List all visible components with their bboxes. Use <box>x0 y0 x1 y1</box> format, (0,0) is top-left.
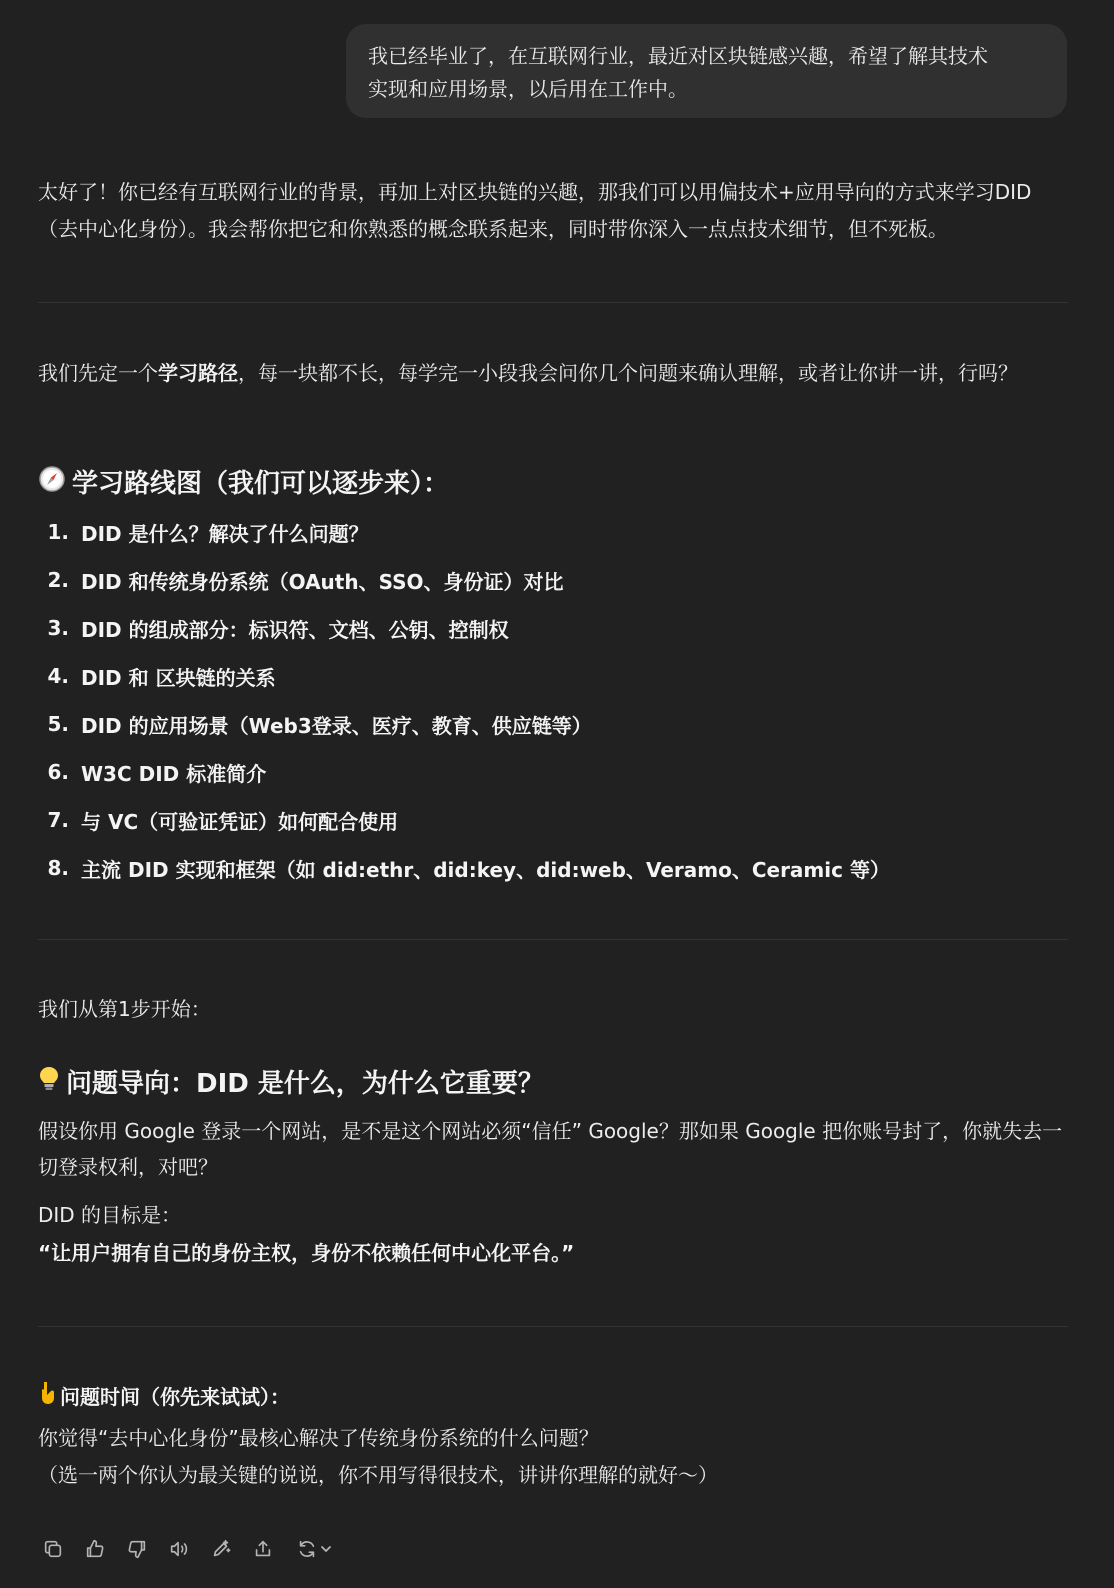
regenerate-button[interactable] <box>290 1534 338 1564</box>
compass-icon <box>38 465 66 502</box>
roadmap-item-number: 8. <box>47 856 69 880</box>
roadmap-heading <box>38 465 1068 502</box>
assistant-intro: 太好了！你已经有互联网行业的背景，再加上对区块链的兴趣，那我们可以用偏技术+应用导向的方式来学习DID（去中心化身份）。我会帮你把它和你熟悉的概念联系起来，同时带你深入一点点技术细节，但不死板。 <box>38 180 1032 241</box>
quiz-hint: （选一两个你认为最关键的说说，你不用写得很技术，讲讲你理解的就好～） <box>38 1463 718 1487</box>
chevron-down-icon <box>320 1543 332 1555</box>
roadmap-item <box>38 604 1068 652</box>
goal-quote: “让用户拥有自己的身份主权，身份不依赖任何中心化平台。” <box>38 1241 575 1265</box>
divider <box>38 302 1068 303</box>
roadmap-item-text: DID 的组成部分：标识符、文档、公钥、控制权 <box>81 617 509 642</box>
lightbulb-icon <box>38 1065 60 1102</box>
roadmap-item-number: 3. <box>47 616 69 640</box>
thumbs-up-icon <box>84 1538 106 1560</box>
regenerate-icon <box>296 1538 318 1560</box>
divider <box>38 939 1068 940</box>
roadmap-item <box>38 652 1068 700</box>
quiz-heading-text: 问题时间（你先来试试）： <box>60 1385 290 1409</box>
roadmap-item-text: DID 的应用场景（Web3登录、医疗、教育、供应链等） <box>81 713 592 738</box>
share-button[interactable] <box>248 1534 278 1564</box>
learning-path-paragraph <box>38 355 1068 392</box>
edit-button[interactable] <box>206 1534 236 1564</box>
user-message-bubble <box>346 24 1067 118</box>
divider <box>38 1326 1068 1327</box>
user-message-line-2: 实现和应用场景，以后用在工作中。 <box>368 77 688 101</box>
thumbs-down-icon <box>126 1538 148 1560</box>
learning-path-prefix: 我们先定一个 <box>38 361 158 385</box>
goal-label: DID 的目标是： <box>38 1203 182 1227</box>
roadmap-item <box>38 748 1068 796</box>
roadmap-item-number: 4. <box>47 664 69 688</box>
roadmap-item <box>38 796 1068 844</box>
message-action-toolbar <box>38 1534 350 1564</box>
quiz-heading <box>38 1380 290 1414</box>
roadmap-item <box>38 508 1068 556</box>
copy-button[interactable] <box>38 1534 68 1564</box>
roadmap-item-text: W3C DID 标准简介 <box>81 761 267 786</box>
learning-path-bold: 学习路径 <box>158 361 238 385</box>
roadmap-heading-text: 学习路线图（我们可以逐步来）： <box>72 468 450 499</box>
share-icon <box>252 1538 274 1560</box>
thumbs-down-button[interactable] <box>122 1534 152 1564</box>
roadmap-item-number: 7. <box>47 808 69 832</box>
user-message-line-1: 我已经毕业了，在互联网行业，最近对区块链感兴趣，希望了解其技术 <box>368 44 988 68</box>
question-body: 假设你用 Google 登录一个网站，是不是这个网站必须“信任” Google？那如果 Google 把你账号封了，你就失去一切登录权利，对吧？ <box>38 1119 1063 1179</box>
pointing-down-icon <box>38 1380 58 1414</box>
question-heading-text: 问题导向：DID 是什么，为什么它重要？ <box>66 1068 544 1099</box>
roadmap-item-text: 主流 DID 实现和框架（如 did:ethr、did:key、did:web、Veramo、Ceramic 等） <box>81 857 890 882</box>
read-aloud-icon <box>168 1538 190 1560</box>
quiz-question: 你觉得“去中心化身份”最核心解决了传统身份系统的什么问题？ <box>38 1426 599 1450</box>
roadmap-item-text: DID 是什么？解决了什么问题？ <box>81 521 369 546</box>
roadmap-item-text: DID 和 区块链的关系 <box>81 665 276 690</box>
step-start-text: 我们从第1步开始： <box>38 997 211 1021</box>
roadmap-item-number: 2. <box>47 568 69 592</box>
roadmap-item <box>38 556 1068 604</box>
roadmap-item-number: 1. <box>47 520 69 544</box>
thumbs-up-button[interactable] <box>80 1534 110 1564</box>
roadmap-item-text: 与 VC（可验证凭证）如何配合使用 <box>81 809 399 834</box>
roadmap-item-text: DID 和传统身份系统（OAuth、SSO、身份证）对比 <box>81 569 564 594</box>
edit-icon <box>210 1538 232 1560</box>
copy-icon <box>42 1538 64 1560</box>
question-heading <box>38 1065 1068 1102</box>
roadmap-item-number: 5. <box>47 712 69 736</box>
roadmap-item <box>38 700 1068 748</box>
roadmap-item-number: 6. <box>47 760 69 784</box>
roadmap-list <box>38 508 1068 892</box>
read-aloud-button[interactable] <box>164 1534 194 1564</box>
roadmap-item <box>38 844 1068 892</box>
learning-path-suffix: ，每一块都不长，每学完一小段我会问你几个问题来确认理解，或者让你讲一讲，行吗？ <box>238 361 1018 385</box>
